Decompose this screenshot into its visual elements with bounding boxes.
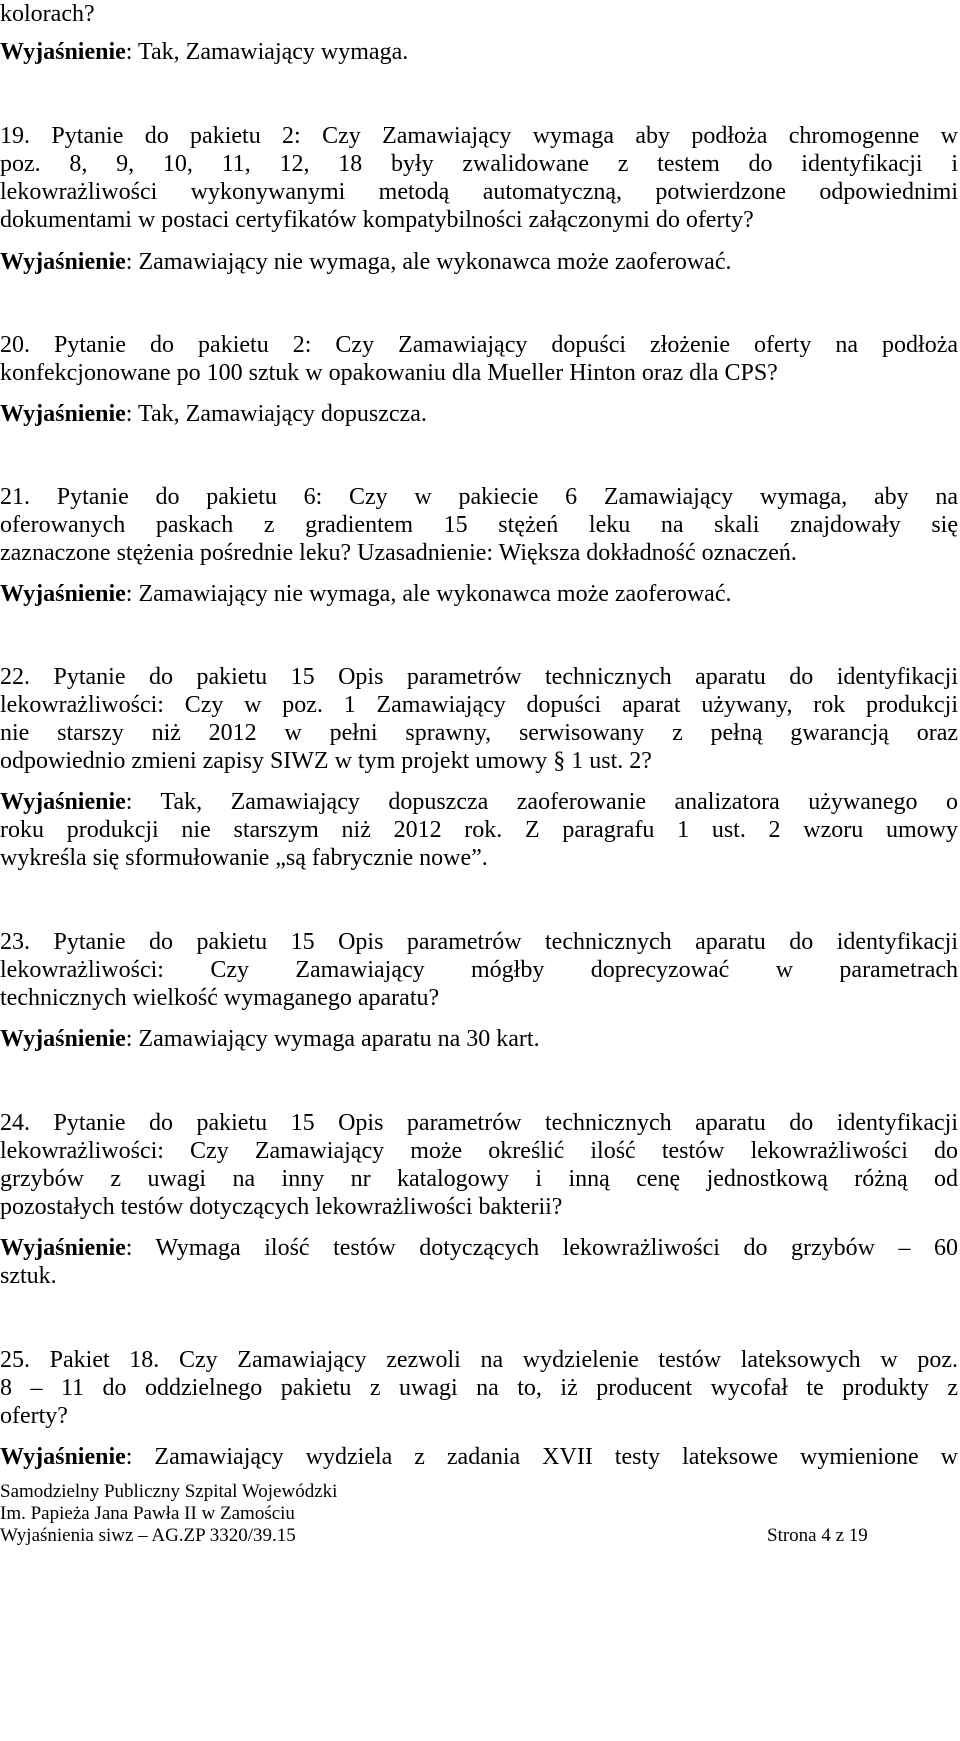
answer-text: : Wymaga ilość testów dotyczących lekowrażliwości do grzybów – 60 <box>125 1235 958 1261</box>
answer-text: : Zamawiający nie wymaga, ale wykonawca może zaoferować. <box>125 581 732 607</box>
answer-label: Wyjaśnienie <box>0 789 126 815</box>
question-line: poz. 8, 9, 10, 11, 12, 18 były zwalidowane z testem do identyfikacji i <box>0 151 958 177</box>
question-line: lekowrażliwości: Czy Zamawiający mógłby doprecyzować w parametrach <box>0 957 958 983</box>
question-line: 21. Pytanie do pakietu 6: Czy w pakiecie 6 Zamawiający wymaga, aby na <box>0 484 958 510</box>
question-line: dokumentami w postaci certyfikatów kompatybilności załączonymi do oferty? <box>0 207 754 233</box>
question-line: 8 – 11 do oddzielnego pakietu z uwagi na to, iż producent wycofał te produkty z <box>0 1375 958 1401</box>
question-line: zaznaczone stężenia pośrednie leku? Uzasadnienie: Większa dokładność oznaczeń. <box>0 540 797 566</box>
answer-line <box>0 38 958 66</box>
footer-institution: Samodzielny Publiczny Szpital Wojewódzki <box>0 1481 338 1502</box>
answer-line <box>0 580 958 608</box>
answer-text: : Zamawiający wymaga aparatu na 30 kart. <box>125 1026 540 1052</box>
question-line: 22. Pytanie do pakietu 15 Opis parametrów technicznych aparatu do identyfikacji <box>0 664 958 690</box>
answer-label: Wyjaśnienie <box>0 249 126 275</box>
question-line: lekowrażliwości: Czy w poz. 1 Zamawiający dopuści aparat używany, rok produkcji <box>0 692 958 718</box>
question-line: konfekcjonowane po 100 sztuk w opakowaniu dla Mueller Hinton oraz dla CPS? <box>0 360 778 386</box>
question-line: grzybów z uwagi na inny nr katalogowy i inną cenę jednostkową różną od <box>0 1166 958 1192</box>
answer-label: Wyjaśnienie <box>0 1026 126 1052</box>
question-line: 19. Pytanie do pakietu 2: Czy Zamawiający wymaga aby podłoża chromogenne w <box>0 123 958 149</box>
answer-label: Wyjaśnienie <box>0 39 126 65</box>
question-line: 20. Pytanie do pakietu 2: Czy Zamawiający dopuści złożenie oferty na podłoża <box>0 332 958 358</box>
answer-label: Wyjaśnienie <box>0 581 126 607</box>
question-line: 24. Pytanie do pakietu 15 Opis parametrów technicznych aparatu do identyfikacji <box>0 1110 958 1136</box>
question-line: 23. Pytanie do pakietu 15 Opis parametrów technicznych aparatu do identyfikacji <box>0 929 958 955</box>
answer-text: : Zamawiający wydziela z zadania XVII testy lateksowe wymienione w <box>125 1444 958 1470</box>
answer-line <box>0 788 958 816</box>
footer-address: Im. Papieża Jana Pawła II w Zamościu <box>0 1503 295 1524</box>
answer-line <box>0 1025 958 1053</box>
question-line: nie starszy niż 2012 w pełni sprawny, serwisowany z pełną gwarancją oraz <box>0 720 958 746</box>
question-line: technicznych wielkość wymaganego aparatu? <box>0 985 440 1011</box>
answer-label: Wyjaśnienie <box>0 1235 126 1261</box>
question-line: oferowanych paskach z gradientem 15 stężeń leku na skali znajdowały się <box>0 512 958 538</box>
question-line: lekowrażliwości wykonywanymi metodą automatyczną, potwierdzone odpowiednimi <box>0 179 958 205</box>
footer-reference: Wyjaśnienia siwz – AG.ZP 3320/39.15 <box>0 1525 296 1546</box>
answer-line: wykreśla się sformułowanie „są fabrycznie nowe”. <box>0 845 488 871</box>
answer-line <box>0 248 958 276</box>
question-line: lekowrażliwości: Czy Zamawiający może określić ilość testów lekowrażliwości do <box>0 1138 958 1164</box>
page-number: Strona 4 z 19 <box>767 1525 868 1546</box>
question-line: odpowiednio zmieni zapisy SIWZ w tym projekt umowy § 1 ust. 2? <box>0 748 652 774</box>
question-line: oferty? <box>0 1403 68 1429</box>
answer-text: : Zamawiający nie wymaga, ale wykonawca może zaoferować. <box>125 249 732 275</box>
answer-text: : Tak, Zamawiający wymaga. <box>125 39 409 65</box>
answer-text: : Tak, Zamawiający dopuszcza zaoferowanie analizatora używanego o <box>125 789 958 815</box>
question-line: pozostałych testów dotyczących lekowrażliwości bakterii? <box>0 1194 563 1220</box>
answer-line: sztuk. <box>0 1263 57 1289</box>
answer-label: Wyjaśnienie <box>0 1444 126 1470</box>
text-line: kolorach? <box>0 1 95 27</box>
answer-label: Wyjaśnienie <box>0 401 126 427</box>
question-line: 25. Pakiet 18. Czy Zamawiający zezwoli na wydzielenie testów lateksowych w poz. <box>0 1347 958 1373</box>
answer-line <box>0 400 958 428</box>
answer-line <box>0 1443 958 1471</box>
answer-line: roku produkcji nie starszym niż 2012 rok. Z paragrafu 1 ust. 2 wzoru umowy <box>0 817 958 843</box>
answer-text: : Tak, Zamawiający dopuszcza. <box>125 401 427 427</box>
answer-line <box>0 1234 958 1262</box>
